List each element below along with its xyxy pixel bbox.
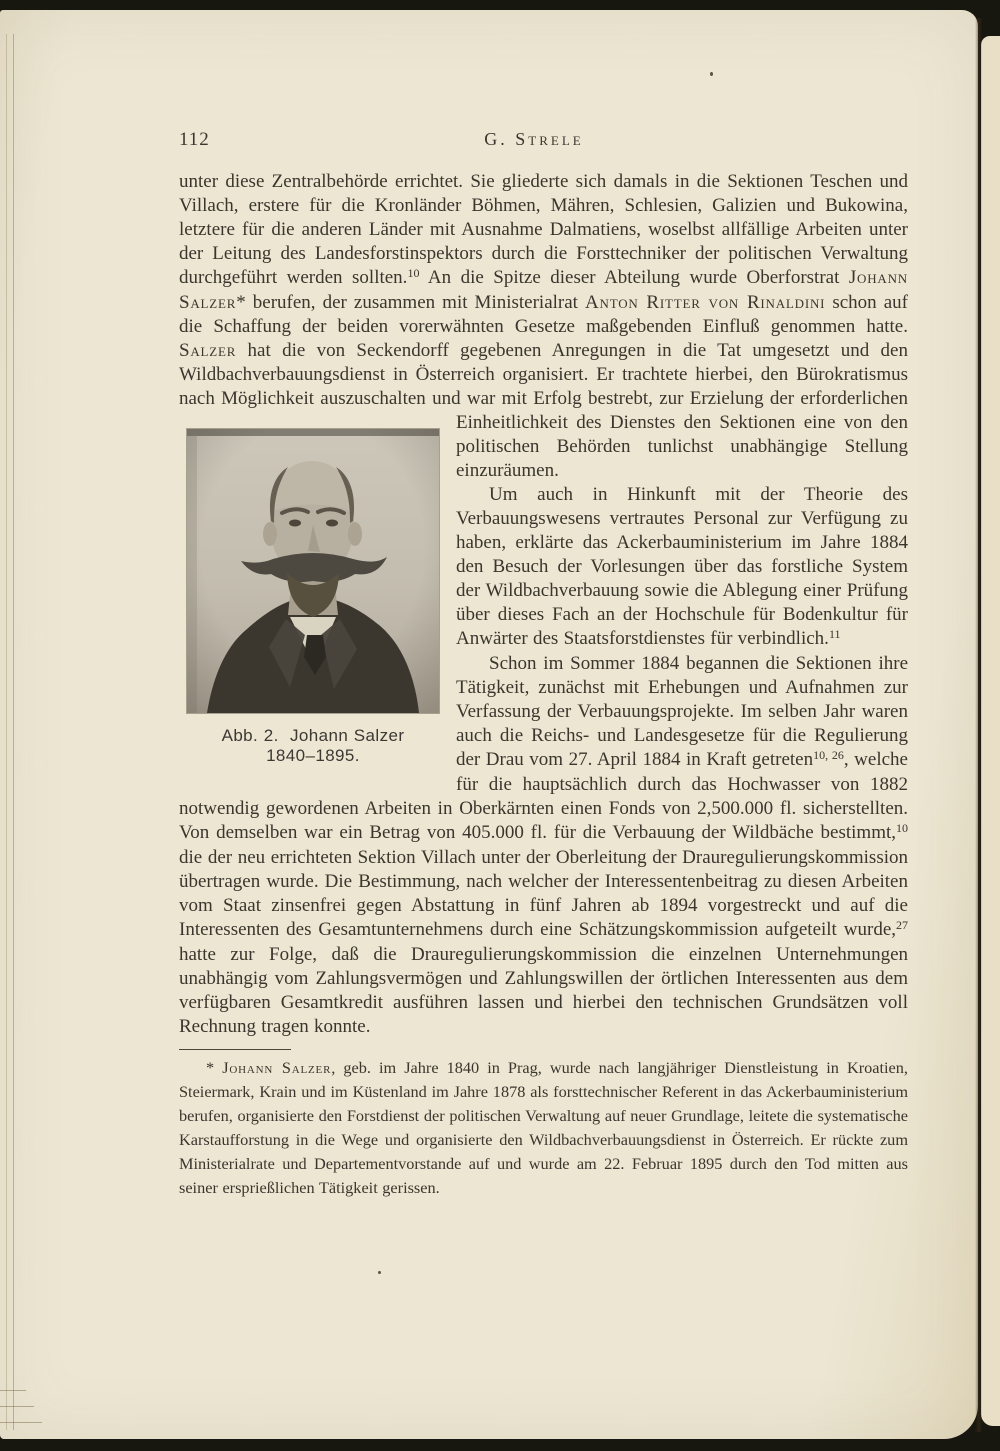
text-segment: 11: [828, 627, 841, 641]
adjacent-page-edge: [981, 36, 1000, 1426]
text-segment: Anton Ritter von Rinaldini: [585, 292, 826, 313]
text-segment: schon auf die Schaffung der beiden vorerwähnten Gesetze maßgebenden Einfluß genommen hatte.: [179, 292, 908, 337]
text-segment: * berufen, der zusammen mit Ministerialrat: [236, 292, 585, 313]
portrait-photo: [187, 429, 439, 713]
page-stack-edge: [0, 1390, 26, 1391]
text-segment: Johann Salzer: [179, 267, 908, 313]
text-segment: *: [206, 1058, 223, 1077]
text-segment: , geb. im Jahre 1840 in Prag, wurde nach langjähriger Dienstleistung in Kroatien, Steiermark, Krain und im Küstenland im Jahre 1878 als forsttechnischer Referent in das Ackerbauministerium berufen, organisierte den Forstdienst der politischen Verwaltung auf neuer Grundlage, leitete die systematische Karstaufforstung in die Wege und organisierte den Wildbachverbauungsdienst in Österreich. Er rückte zum Ministerialrate und Departementvorstande auf und wurde am 22. Februar 1895 durch den Tod mitten aus seiner ersprießlichen Tätigkeit gerissen.: [179, 1058, 908, 1197]
text-segment: unter diese Zentralbehörde errichtet. Sie gliederte sich damals in die Sektionen Teschen und Villach, erstere für die Kronländer Böhmen, Mähren, Schlesien, Galizien und Bukowina, letztere für die anderen Länder mit Ausnahme Dalmatiens, woselbst allfällige Arbeiten unter der Leitung des Landesforstinspektors durch die Forsttechniker der politischen Verwaltung durchgeführt werden sollten.: [179, 171, 908, 288]
page-stack-edge: [0, 1422, 42, 1423]
text-segment: 10, 26: [813, 748, 844, 762]
paper-speck: [378, 1271, 381, 1274]
page-edge-line: [13, 34, 14, 1430]
page-stack-edge: [0, 1406, 34, 1407]
page-number: 112: [179, 129, 210, 150]
page-edge-line: [6, 34, 7, 1430]
figure-caption: [187, 726, 439, 766]
text-segment: , welche für die hauptsächlich durch das Hochwasser von 1882 notwendig gewordenen Arbeiten in Oberkärnten einen Fonds von 2,500.000 fl. sicherstellten. Von demselben war ein Betrag von 405.000 fl. für die Verbauung der Wildbäche bestimmt,: [179, 749, 908, 843]
text-segment: 10: [407, 266, 420, 280]
text-segment: Johann Salzer: [222, 1058, 332, 1077]
text-segment: hat die von Seckendorff gegebenen Anregungen in die Tat umgesetzt und den Wildbachverbauungsdienst in Österreich organisiert. Er trachtete hierbei, den Bürokratismus nach Möglichkeit auszuschalten und war mit Erfolg bestrebt, zur Erzielung der erforderlichen Einheitlichkeit des Dienstes den Sektionen eine von den politischen Behörden tunlichst unabhängige Stellung einzuräumen.: [179, 340, 908, 481]
text-segment: Schon im Sommer 1884 begannen die Sektionen ihre Tätigkeit, zunächst mit Erhebungen und Aufnahmen zur Verfassung der Verbauungsprojekte. Im selben Jahr waren auch die Reichs- und Landesgesetze für die Regulierung der Drau vom 27. April 1884 in Kraft getreten: [456, 653, 908, 770]
footnote-text: [179, 1056, 908, 1200]
book-gutter-shadow: [975, 18, 982, 1432]
footnote-separator-rule: [179, 1049, 291, 1050]
paper-speck: [710, 72, 713, 76]
portrait-photo-drawing: [187, 429, 439, 713]
text-segment: 10: [896, 821, 908, 835]
text-segment: Salzer: [179, 340, 237, 361]
figure-abb-2: [187, 429, 439, 766]
text-segment: hatte zur Folge, daß die Drauregulierungskommission die einzelnen Unternehmungen unabhängig vom Zahlungsvermögen und Zahlungswillen der örtlichen Interessenten aus dem verfügbaren Gesamtkredit ausführen lassen und hierbei den technischen Grundsätzen voll Rechnung tragen konnte.: [179, 944, 908, 1037]
text-segment: Um auch in Hinkunft mit der Theorie des Verbauungswesens vertrautes Personal zur Verfügung zu haben, erklärte das Ackerbauministerium im Jahre 1884 den Besuch der Vorlesungen über das forstliche System der Wildbachverbauung sowie die Ablegung einer Prüfung über dieses Fach an der Hochschule für Bodenkultur für Anwärter des Staatsforstdienstes für verbindlich.: [456, 484, 908, 649]
figure-caption-title: Abb. 2. Johann Salzer: [221, 726, 405, 745]
running-header: G. Strele: [484, 129, 584, 149]
text-segment: 27: [896, 918, 908, 932]
text-segment: An die Spitze dieser Abteilung wurde Oberforstrat: [419, 267, 849, 288]
figure-caption-years: 1840–1895.: [266, 746, 360, 765]
body-text-column: [179, 170, 908, 1200]
text-segment: die der neu errichteten Sektion Villach unter der Oberleitung der Drauregulierungskommission übertragen wurde. Die Bestimmung, nach welcher der Interessentenbeitrag zu diesen Arbeiten vom Staat zinsenfrei gegen Abstattung in fünf Jahren ab 1894 vorgestreckt und auf die Interessenten des Gesamtunternehmens durch eine Schätzungskommission aufgeteilt wurde,: [179, 847, 908, 940]
